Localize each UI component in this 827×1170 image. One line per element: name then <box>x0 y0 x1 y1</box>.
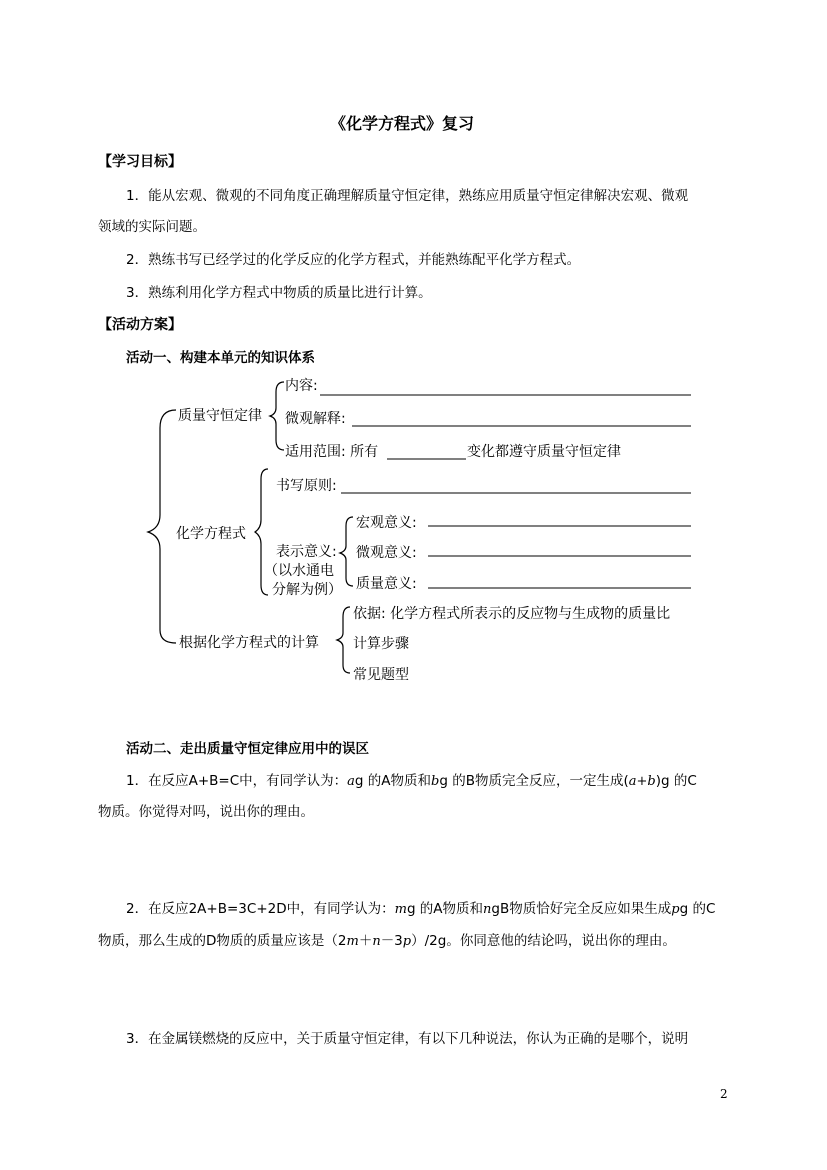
mindmap-equation: 化学方程式 <box>176 526 246 542</box>
objective-2: 2．熟练书写已经学过的化学反应的化学方程式，并能熟练配平化学方程式。 <box>126 252 581 268</box>
mindmap-writing: 书写原则: <box>276 478 337 494</box>
q2-line2-d: ）/2g。你同意他的结论吗，说出你的理由。 <box>411 933 676 949</box>
q2-var-m: m <box>394 902 407 917</box>
meaning-brace <box>340 517 353 586</box>
mindmap-law-scope-a: 适用范围: 所有 <box>285 444 379 460</box>
q2-var-p: p <box>671 902 680 917</box>
mindmap-meaning-1: 表示意义: <box>276 544 337 560</box>
q1-var-ab: a+b <box>628 774 656 789</box>
objective-3: 3．熟练利用化学方程式中物质的质量比进行计算。 <box>126 285 432 301</box>
page-title: 《化学方程式》复习 <box>330 114 475 133</box>
mindmap-law-micro: 微观解释: <box>285 411 346 427</box>
mindmap-law-scope-b: 变化都遵守质量守恒定律 <box>467 444 621 460</box>
q2-text-a: 2．在反应2A+B=3C+2D中，有同学认为： <box>126 901 395 917</box>
mindmap-calc: 根据化学方程式的计算 <box>179 635 319 651</box>
law-brace <box>270 382 284 450</box>
mindmap-meaning-3: 分解为例） <box>272 582 342 598</box>
mindmap-law: 质量守恒定律 <box>178 408 262 424</box>
objective-1-cont: 领域的实际问题。 <box>98 219 206 235</box>
mindmap-meaning-2: （以水通电 <box>264 563 334 579</box>
q2-text-b: g 的A物质和 <box>406 901 484 917</box>
mindmap-types: 常见题型 <box>353 667 409 683</box>
main-brace <box>148 410 176 643</box>
q2-line2-a: 物质，那么生成的D物质的质量应该是（2 <box>98 933 347 949</box>
mindmap-steps: 计算步骤 <box>353 636 409 652</box>
q2-line2-c: －3 <box>380 933 403 949</box>
q1-text-b: g 的A物质和 <box>354 773 432 789</box>
question-2 <box>126 897 715 917</box>
objective-1: 1．能从宏观、微观的不同角度正确理解质量守恒定律，熟练应用质量守恒定律解决宏观、微观 <box>126 188 689 204</box>
objectives-heading: 【学习目标】 <box>98 154 182 170</box>
q1-var-a: a <box>347 774 355 789</box>
q1-text-a: 1．在反应A+B=C中，有同学认为： <box>126 773 348 789</box>
q1-text-d: )g 的C <box>655 773 697 789</box>
calc-brace <box>337 607 350 673</box>
q2-line2-n: n <box>372 934 381 949</box>
mindmap-law-content: 内容: <box>285 378 318 394</box>
question-2-cont <box>98 929 676 949</box>
activity-2-heading: 活动二、走出质量守恒定律应用中的误区 <box>126 741 369 757</box>
question-1 <box>126 769 697 789</box>
q2-line2-p: p <box>402 934 412 949</box>
page-number: 2 <box>720 1087 728 1101</box>
mindmap-macro: 宏观意义: <box>356 515 417 531</box>
activity-1-heading: 活动一、构建本单元的知识体系 <box>126 350 315 366</box>
q2-line2-b: ＋ <box>358 933 373 949</box>
q2-line2-m: m <box>346 934 359 949</box>
question-1-cont: 物质。你觉得对吗，说出你的理由。 <box>98 804 314 820</box>
q1-text-c: g 的B物质完全反应，一定生成( <box>439 773 629 789</box>
mindmap-micro: 微观意义: <box>356 545 417 561</box>
q2-var-n: n <box>483 902 492 917</box>
mindmap-basis: 依据: 化学方程式所表示的反应物与生成物的质量比 <box>353 606 671 622</box>
q2-text-d: g 的C <box>679 901 716 917</box>
q1-var-b: b <box>431 774 440 789</box>
q2-text-c: gB物质恰好完全反应如果生成 <box>491 901 672 917</box>
mindmap-mass: 质量意义: <box>356 576 417 592</box>
plan-heading: 【活动方案】 <box>98 317 182 333</box>
question-3: 3．在金属镁燃烧的反应中，关于质量守恒定律，有以下几种说法，你认为正确的是哪个，说明 <box>126 1031 689 1047</box>
